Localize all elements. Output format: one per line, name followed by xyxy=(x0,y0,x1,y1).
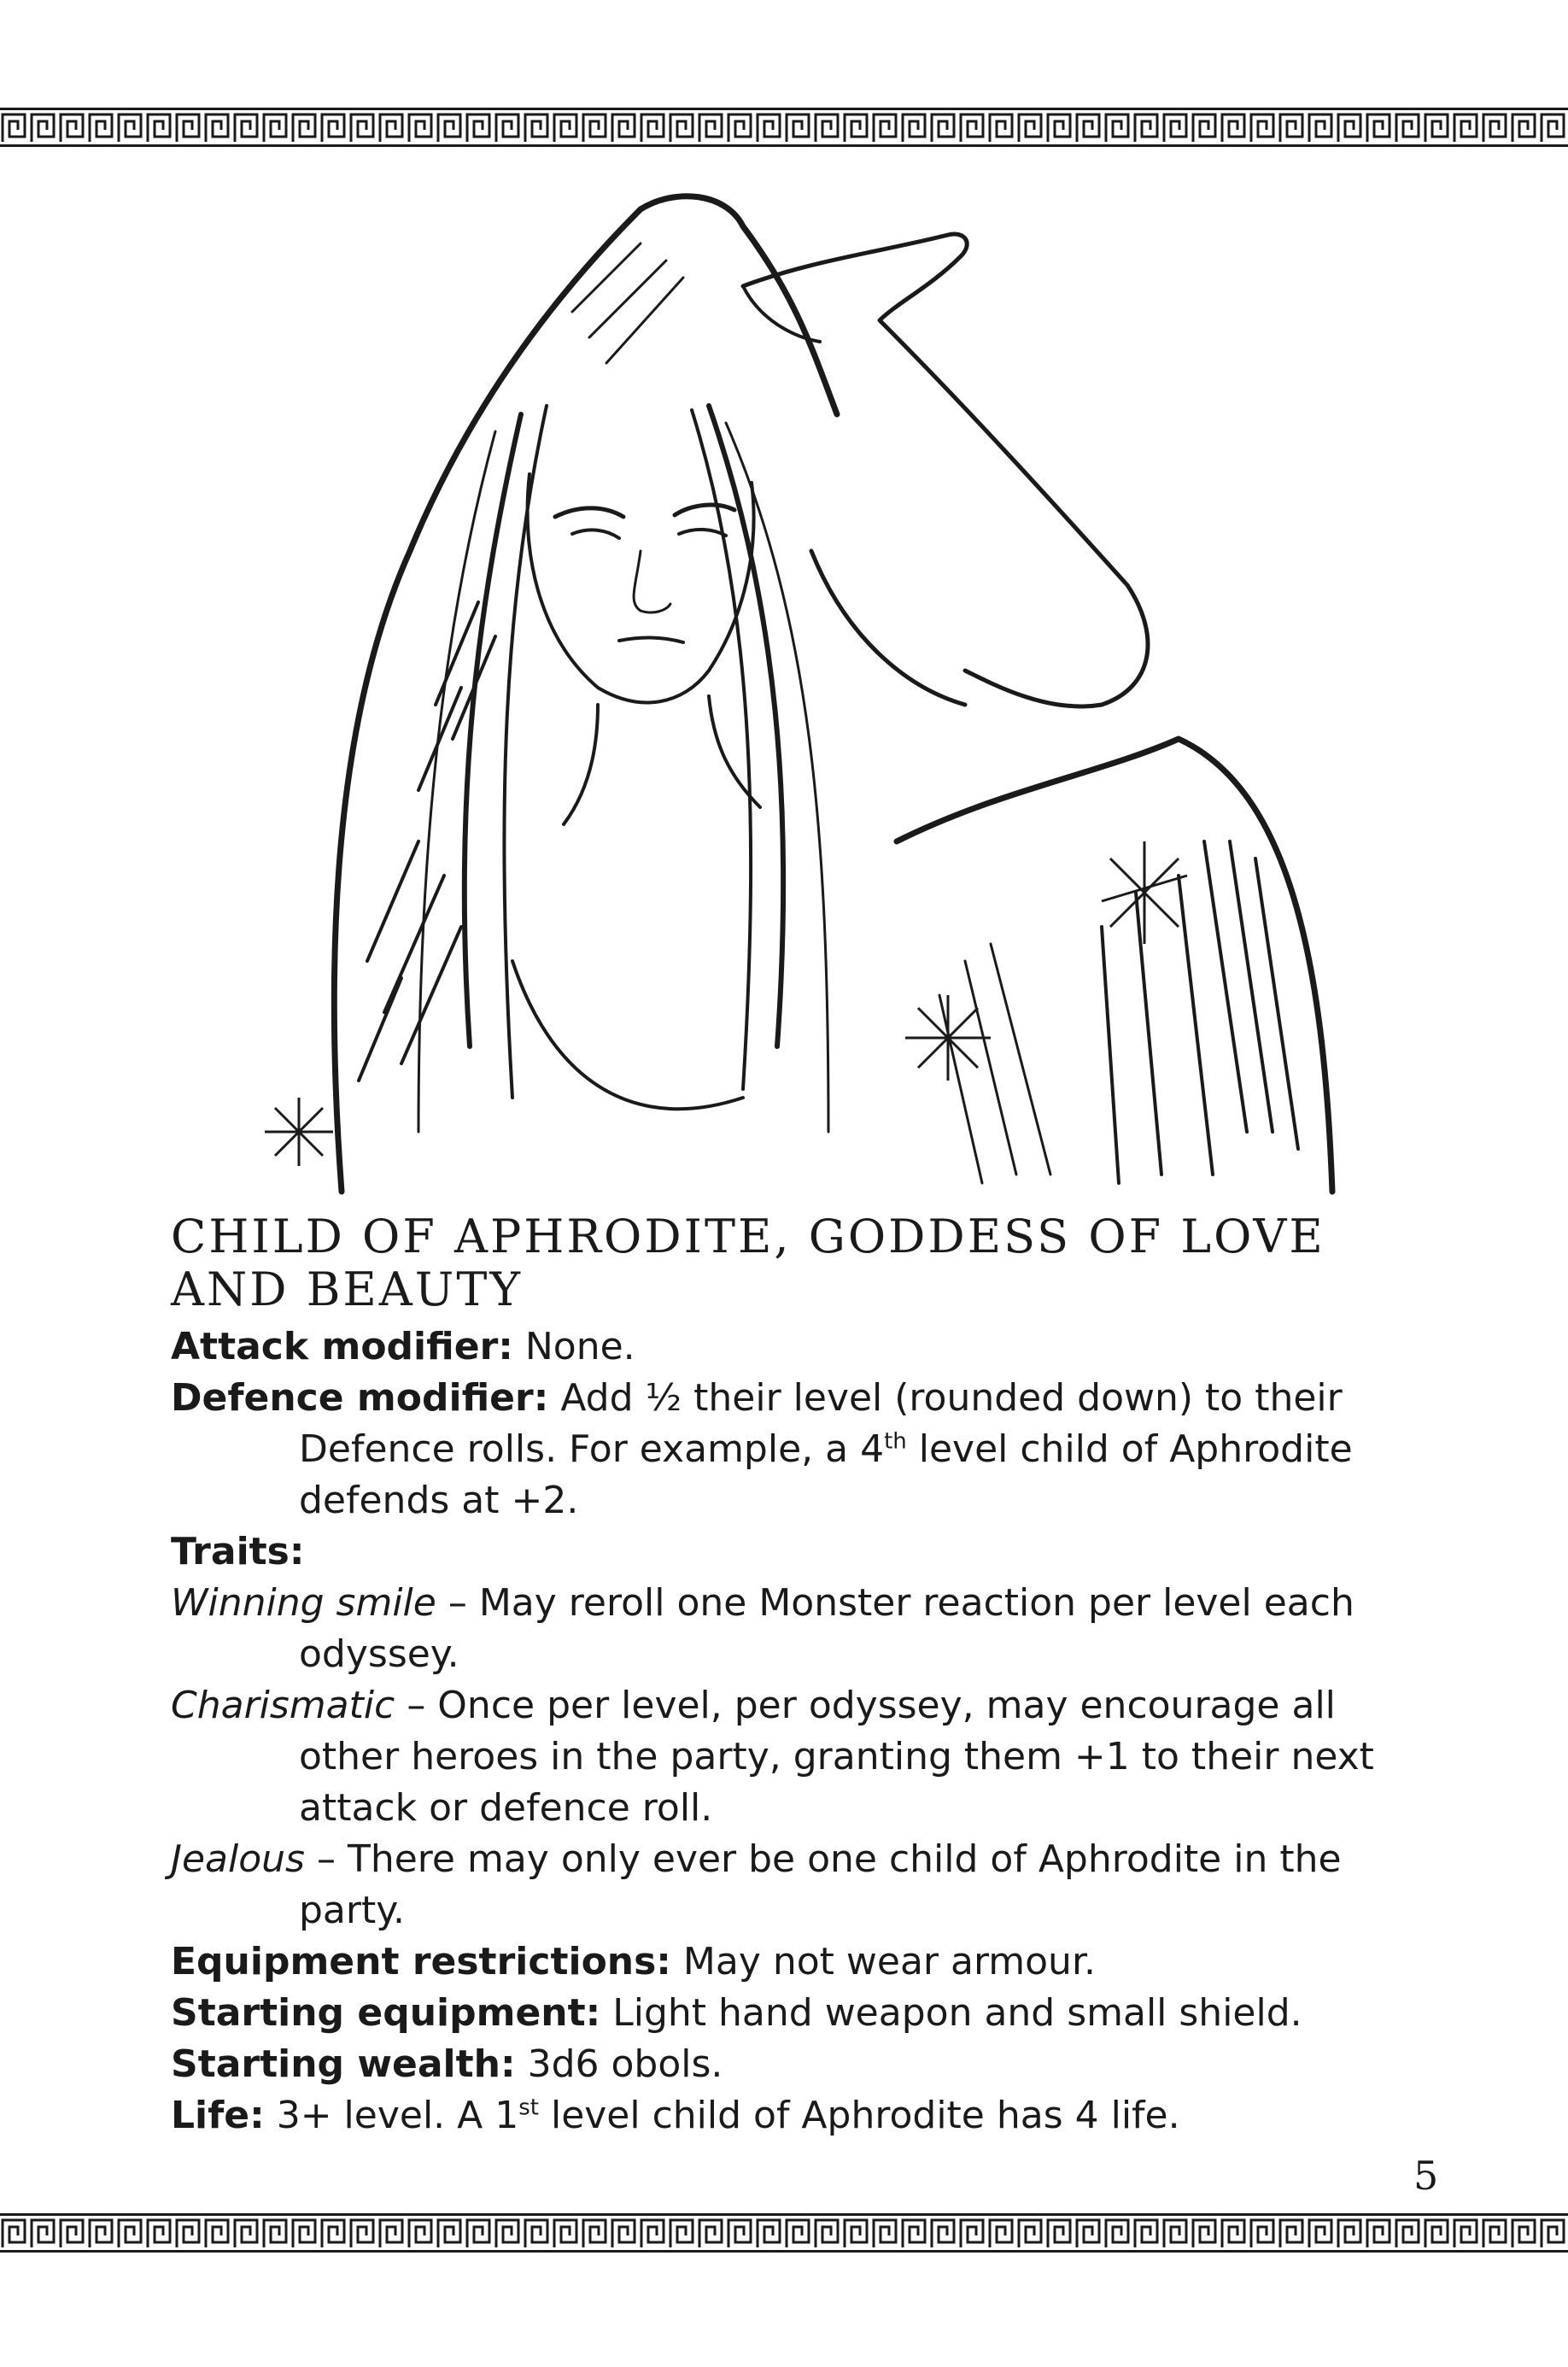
trait-text: – Once per level, per odyssey, may encourage all other heroes in the party, granting them +1 to their next attack or defence roll. xyxy=(299,1684,1374,1830)
starting-wealth xyxy=(171,2039,1435,2090)
section-title: CHILD OF APHRODITE, GODDESS OF LOVE AND BEAUTY xyxy=(171,1210,1325,1316)
defence-label: Defence modifier: xyxy=(171,1376,549,1420)
attack-modifier xyxy=(171,1321,1435,1373)
attack-text: None. xyxy=(524,1325,635,1368)
trait-item xyxy=(171,1834,1435,1936)
starting-equipment-label: Starting equipment: xyxy=(171,1991,601,2035)
trait-text: – May reroll one Monster reaction per level each odyssey. xyxy=(299,1581,1354,1676)
defence-text-a: Add ½ their level (rounded down) to their Defence rolls. For example, a 4 xyxy=(299,1376,1343,1471)
traits-label: Traits: xyxy=(171,1530,305,1573)
starting-wealth-text: 3d6 obols. xyxy=(527,2042,723,2086)
starting-wealth-label: Starting wealth: xyxy=(171,2042,516,2086)
greek-key-border-bottom xyxy=(0,2213,1568,2253)
life-label: Life: xyxy=(171,2094,265,2137)
life-text-a: 3+ level. A 1 xyxy=(276,2094,519,2137)
life-text-b: level child of Aphrodite has 4 life. xyxy=(538,2094,1180,2137)
trait-name: Charismatic xyxy=(171,1684,395,1727)
defence-modifier xyxy=(171,1373,1435,1526)
class-description xyxy=(171,1200,1435,2141)
trait-name: Winning smile xyxy=(171,1581,436,1625)
defence-text-b: level child of Aphrodite defends at +2. xyxy=(299,1427,1353,1522)
starting-equipment-text: Light hand weapon and small shield. xyxy=(612,1991,1302,2035)
page-number: 5 xyxy=(1413,2153,1439,2199)
trait-item xyxy=(171,1578,1435,1680)
starting-equipment xyxy=(171,1988,1435,2039)
traits-heading xyxy=(171,1526,1435,1578)
greek-key-border-top xyxy=(0,108,1568,147)
equipment-restrictions-text: May not wear armour. xyxy=(682,1940,1096,1983)
trait-text: – There may only ever be one child of Aphrodite in the party. xyxy=(299,1837,1342,1932)
trait-item xyxy=(171,1680,1435,1834)
life xyxy=(171,2090,1435,2141)
equipment-restrictions xyxy=(171,1936,1435,1988)
attack-label: Attack modifier: xyxy=(171,1325,513,1368)
equipment-restrictions-label: Equipment restrictions: xyxy=(171,1940,671,1983)
life-ordinal: st xyxy=(518,2095,539,2121)
trait-name: Jealous xyxy=(171,1837,305,1881)
defence-ordinal: th xyxy=(884,1428,907,1455)
aphrodite-child-illustration xyxy=(196,192,1418,1200)
